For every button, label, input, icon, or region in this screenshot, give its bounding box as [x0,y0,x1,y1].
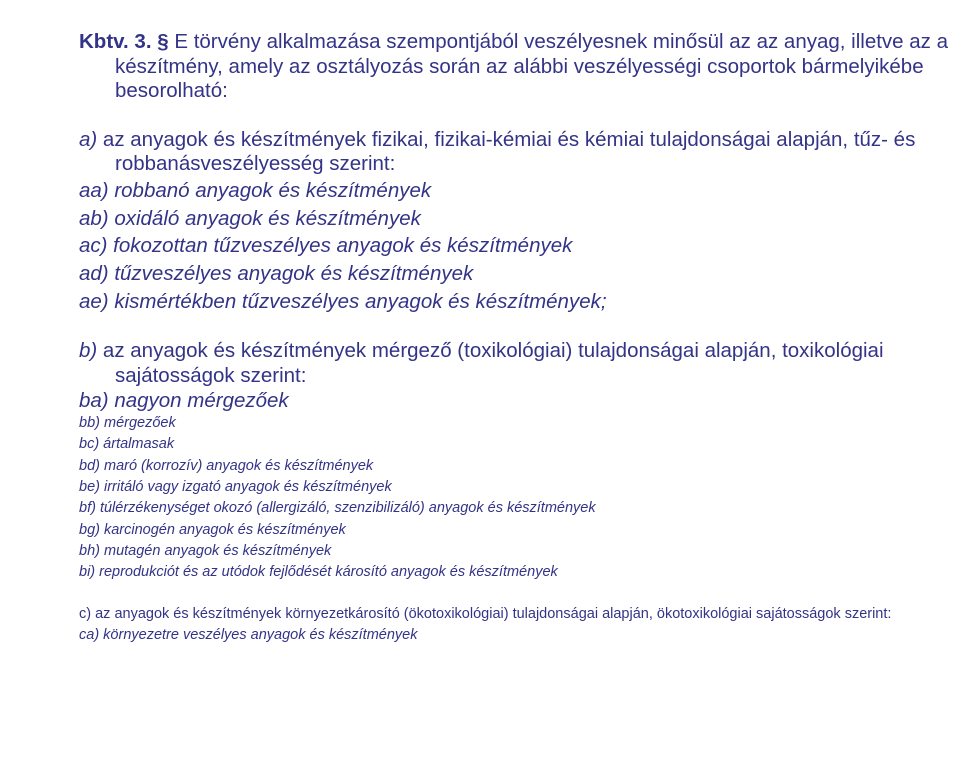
section-a-heading-text: az anyagok és készítmények fizikai, fizikai-kémiai és kémiai tulajdonságai alapján, tűz- és robbanásveszélyesség szerint: [97,127,916,176]
intro-text: E törvény alkalmazása szempontjából veszélyesnek minősül az az anyag, illetve az a készítmény, amely az osztályozás során az alábbi veszélyességi csoportok bármelyikébe besorolható: [115,30,949,103]
list-item-bc: bc) ártalmasak [79,436,175,453]
list-item-ac: ac) fokozottan tűzveszélyes anyagok és készítmények [79,234,573,258]
list-item-bh: bh) mutagén anyagok és készítmények [79,542,332,559]
list-item-ca: ca) környezetre veszélyes anyagok és készítmények [79,626,418,643]
intro-lead: Kbtv. 3. § [79,30,169,53]
section-a-heading [79,128,959,177]
list-item-ad: ad) tűzveszélyes anyagok és készítmények [79,261,474,285]
section-b-heading [79,339,959,388]
intro-paragraph [79,30,959,104]
list-item-ae: ae) kismértékben tűzveszélyes anyagok és készítmények; [79,289,607,313]
list-item-bi: bi) reprodukciót és az utódok fejlődését károsító anyagok és készítmények [79,564,558,581]
list-item-bb: bb) mérgezőek [79,415,176,432]
section-c-heading: c) az anyagok és készítmények környezetkárosító (ökotoxikológiai) tulajdonságai alapján, ökotoxikológiai sajátosságok szerint: [79,605,892,622]
section-b-marker: b) [79,339,98,363]
list-item-bd: bd) maró (korrozív) anyagok és készítmények [79,457,374,474]
list-item-bf: bf) túlérzékenységet okozó (allergizáló, szenzibilizáló) anyagok és készítmények [79,500,596,517]
list-item-ba: ba) nagyon mérgezőek [79,388,289,412]
list-item-bg: bg) karcinogén anyagok és készítmények [79,521,346,538]
slide-content [79,30,959,646]
list-item-be: be) irritáló vagy izgató anyagok és készítmények [79,479,392,496]
section-a-marker: a) [79,127,98,151]
list-item-ab: ab) oxidáló anyagok és készítmények [79,206,421,230]
list-item-aa: aa) robbanó anyagok és készítmények [79,178,432,202]
section-b-heading-text: az anyagok és készítmények mérgező (toxikológiai) tulajdonságai alapján, toxikológiai sajátosságok szerint: [97,339,884,387]
